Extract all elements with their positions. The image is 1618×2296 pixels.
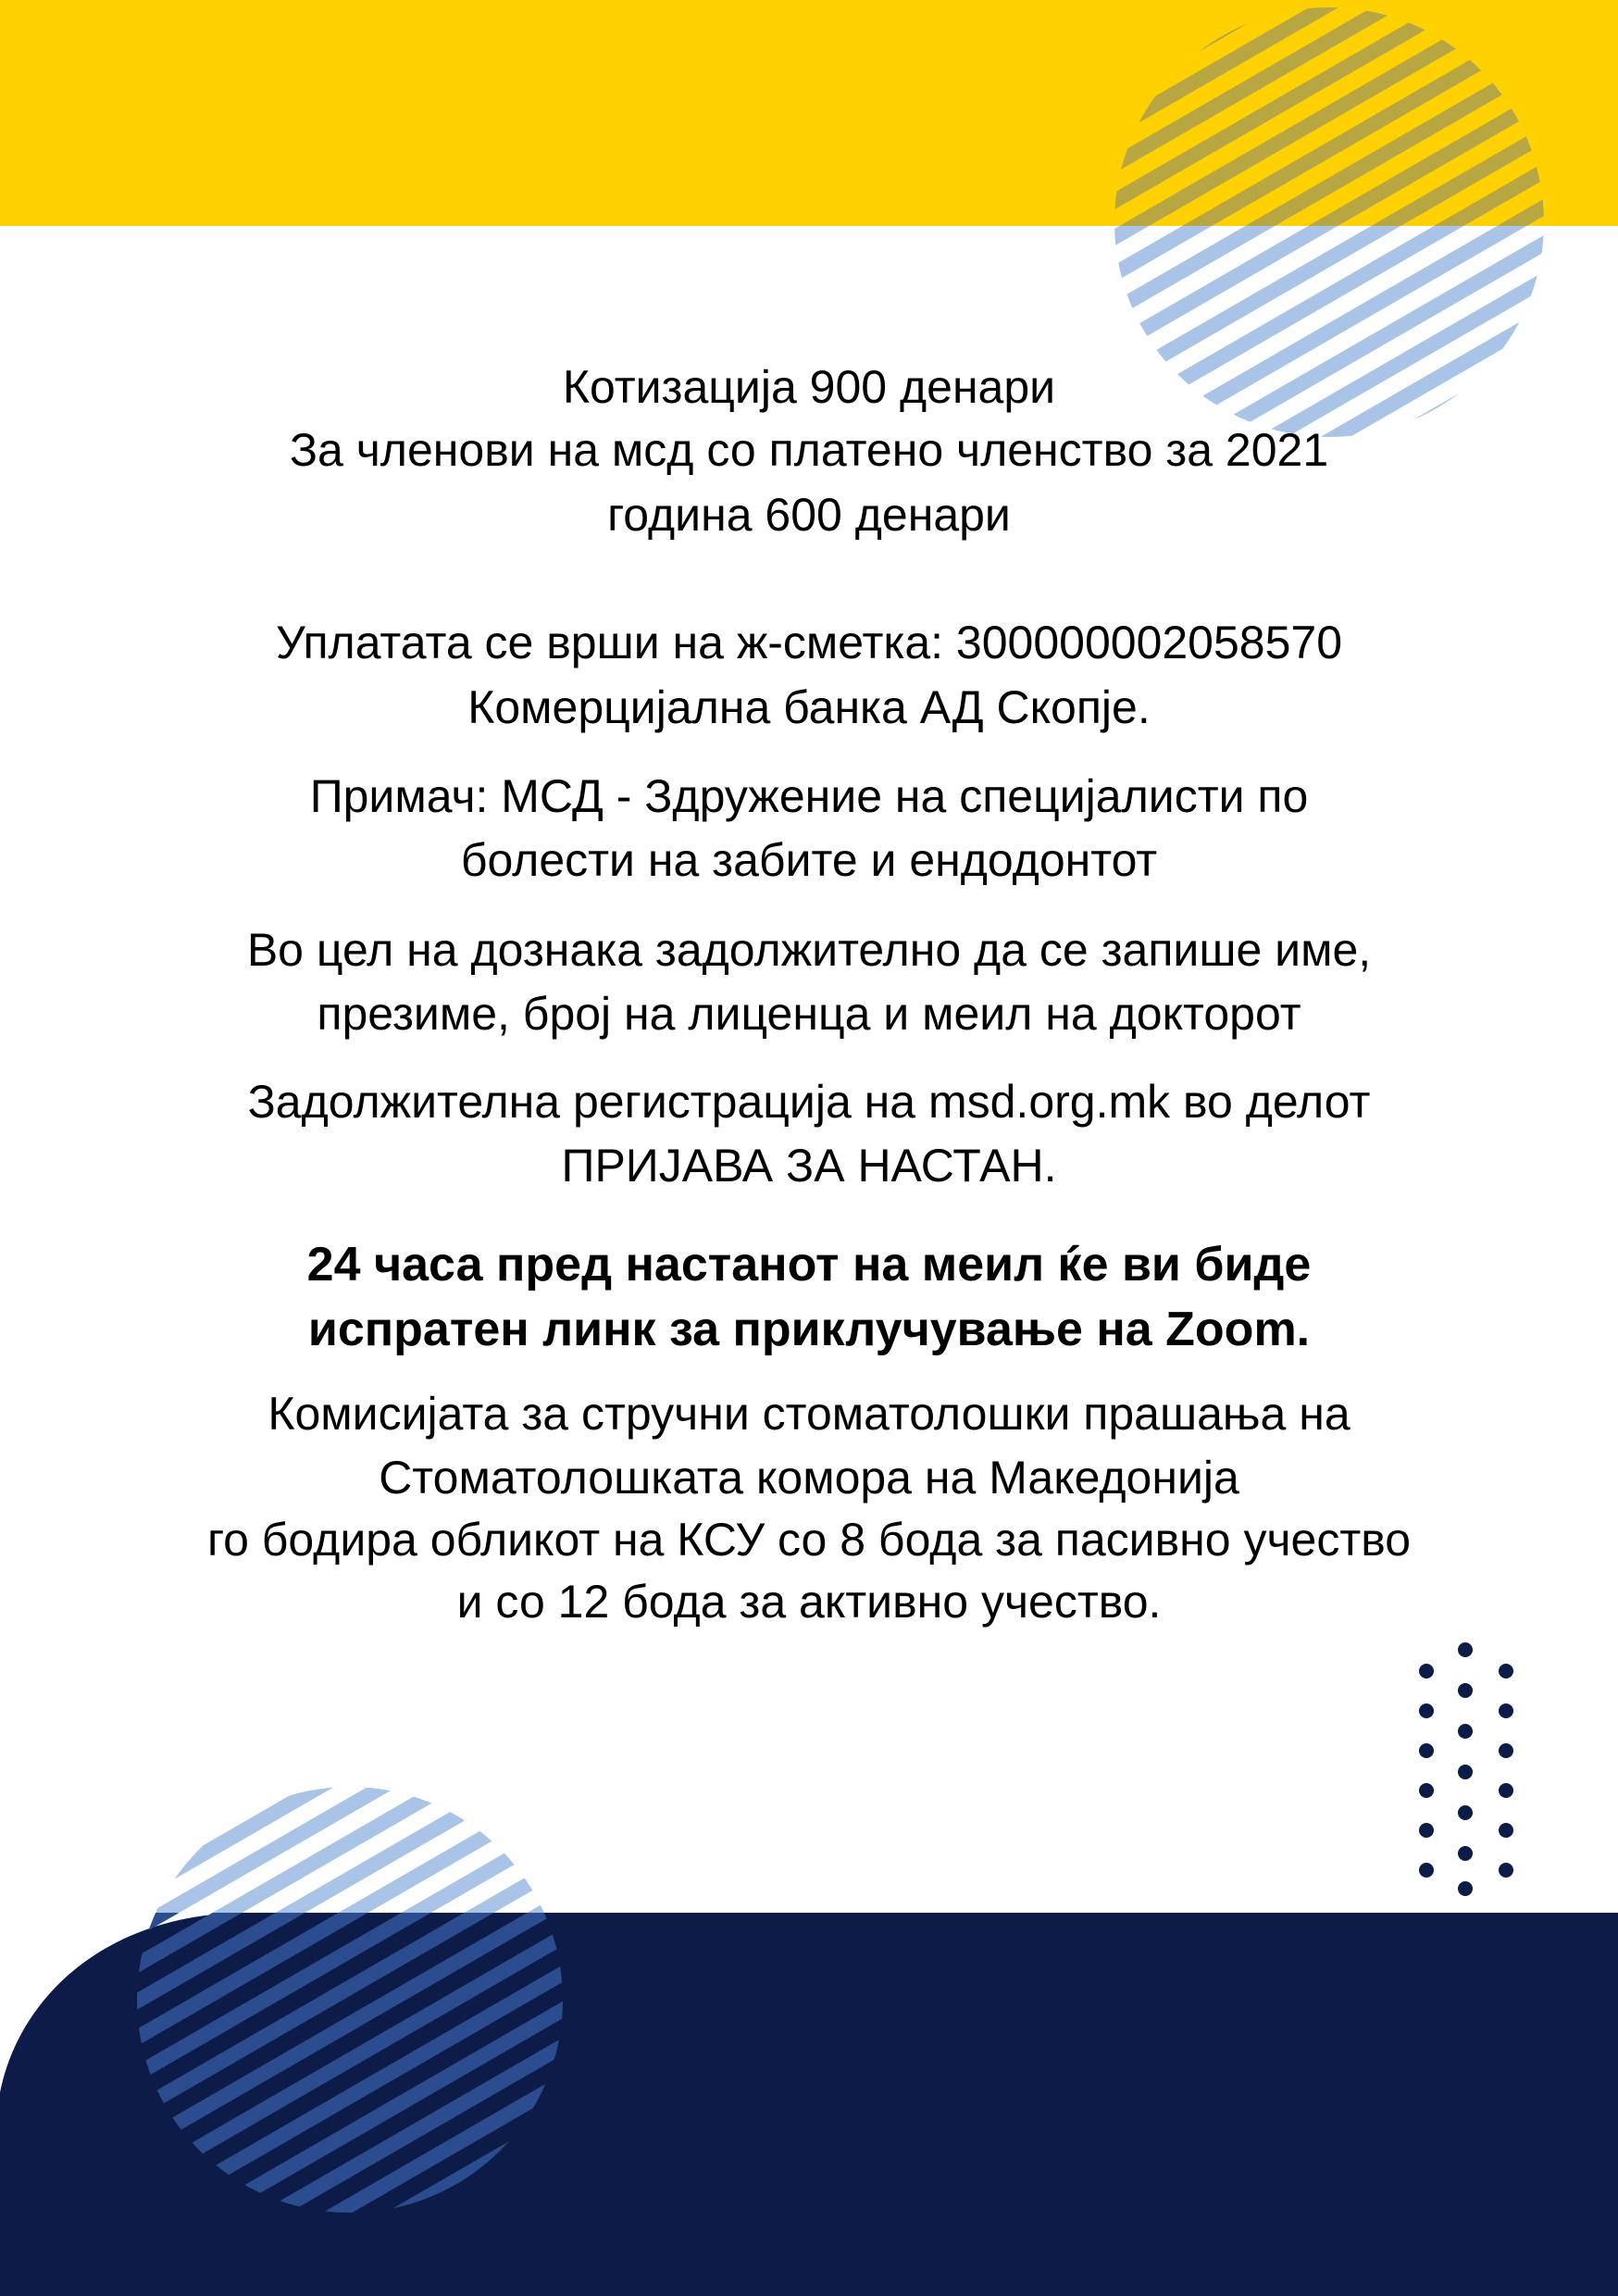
dot-grid [1419,1642,1513,1896]
fee-line-3: година 600 денари [607,489,1011,541]
purpose-line-2: презиме, број на лиценца и меил на докторот [317,988,1301,1040]
recipient-line-1: Примач: МСД - Здружение на специјалисти по [309,770,1309,822]
purpose-line-1: Во цел на дознака задолжително да се запише име, [246,924,1372,976]
accreditation-line-4: и со 12 бода за активно учество. [456,1576,1162,1628]
payment-line-2: Комерцијална банка АД Скопје. [467,681,1151,733]
accreditation-line-2: Стоматолошката комора на Македонија [379,1452,1239,1504]
payment-line-1: Уплатата се врши на ж-сметка: 300000002058570 [275,617,1343,668]
fee-line-1: Котизација 900 денари [562,361,1056,413]
zoom-notice-line-1: 24 часа пред настанот на меил ќе ви биде [306,1238,1312,1292]
accreditation-line-1: Комисијата за стручни стоматолошки прашања на [268,1388,1350,1440]
recipient-line-2: болести на забите и ендодонтот [460,834,1158,886]
fee-line-2: За членови на мсд со платено членство за 2021 [289,424,1329,476]
registration-line-1: Задолжителна регистрација на msd.org.mk во делот [247,1076,1371,1128]
zoom-notice-line-2: испратен линк за приклучување на Zoom. [307,1303,1311,1356]
registration-line-2: ПРИЈАВА ЗА НАСТАН. [561,1140,1057,1192]
accreditation-line-3: го бодира обликот на КСУ со 8 бода за пасивно учество [206,1514,1412,1566]
